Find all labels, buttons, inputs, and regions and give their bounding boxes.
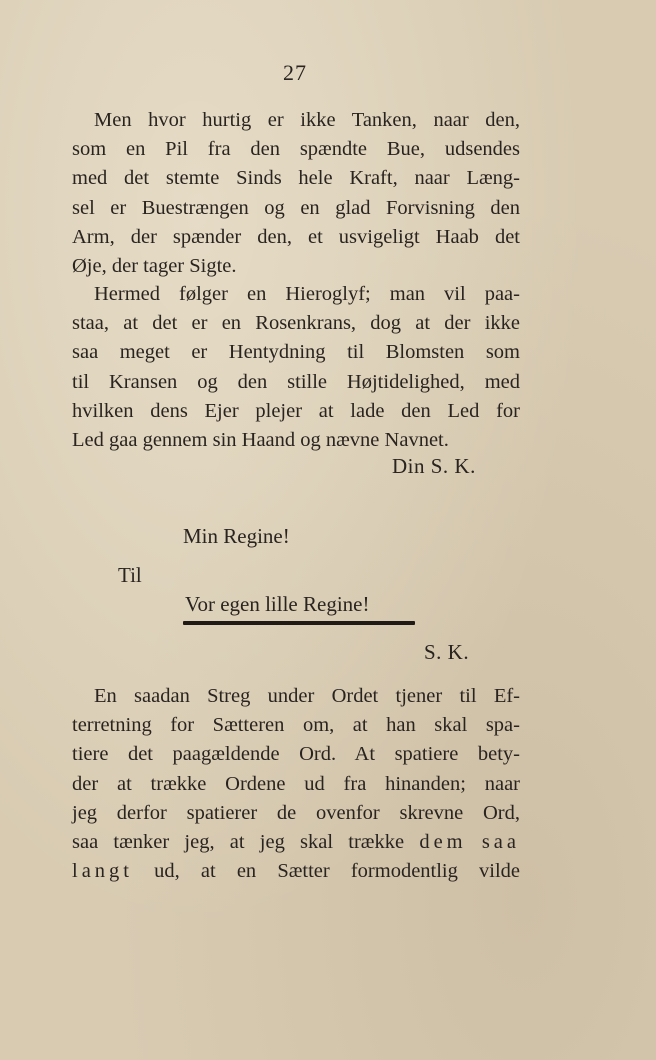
note-greeting-min-regine: Min Regine! (183, 524, 290, 548)
text-segment: saa tænker jeg, at jeg skal trække (72, 830, 405, 853)
text-line-mixed (72, 857, 520, 886)
text-line: jeg derfor spatierer de ovenfor skrevne Ord, (72, 801, 520, 824)
text-segment: ud, at en Sætter formodentlig vilde (154, 860, 521, 883)
text-line: tiere det paagældende Ord. At spatiere bety- (72, 743, 520, 766)
paragraph-1 (72, 106, 520, 281)
text-line: med det stemte Sinds hele Kraft, naar Læng- (72, 167, 520, 190)
text-line: saa meget er Hentydning til Blomsten som (72, 341, 520, 364)
signature-din-sk: Din S. K. (392, 454, 476, 478)
text-line: som en Pil fra den spændte Bue, udsendes (72, 138, 520, 161)
text-line: Arm, der spænder den, et usvigeligt Haab det (72, 225, 520, 248)
text-line: Men hvor hurtig er ikke Tanken, naar den, (94, 109, 520, 131)
text-line: En saadan Streg under Ordet tjener til Ef- (94, 685, 520, 707)
text-line: sel er Buestrængen og en glad Forvisning den (72, 196, 520, 219)
text-line: Øje, der tager Sigte. (72, 254, 237, 277)
note-greeting-vor-egen-lille-regine: Vor egen lille Regine! (185, 592, 370, 616)
spaced-word: saa (481, 830, 521, 853)
text-line: der at trække Ordene ud fra hinanden; naar (72, 772, 520, 795)
heavy-underline-stroke (183, 621, 415, 625)
text-line: Led gaa gennem sin Haand og nævne Navnet. (72, 428, 449, 451)
text-line: til Kransen og den stille Højtidelighed, med (72, 370, 520, 393)
note-til: Til (118, 563, 142, 587)
spaced-word: langt (72, 860, 133, 883)
paragraph-3 (72, 682, 520, 886)
spaced-word: dem (419, 830, 467, 853)
signature-sk: S. K. (424, 640, 470, 664)
text-line: staa, at det er en Rosenkrans, dog at der ikke (72, 312, 520, 335)
text-line: hvilken dens Ejer plejer at lade den Led for (72, 399, 520, 422)
text-line: Hermed følger en Hieroglyf; man vil paa- (94, 283, 520, 305)
text-line-mixed (72, 828, 520, 857)
page-number: 27 (283, 60, 307, 85)
paragraph-2 (72, 280, 520, 455)
text-line: terretning for Sætteren om, at han skal spa- (72, 714, 520, 737)
